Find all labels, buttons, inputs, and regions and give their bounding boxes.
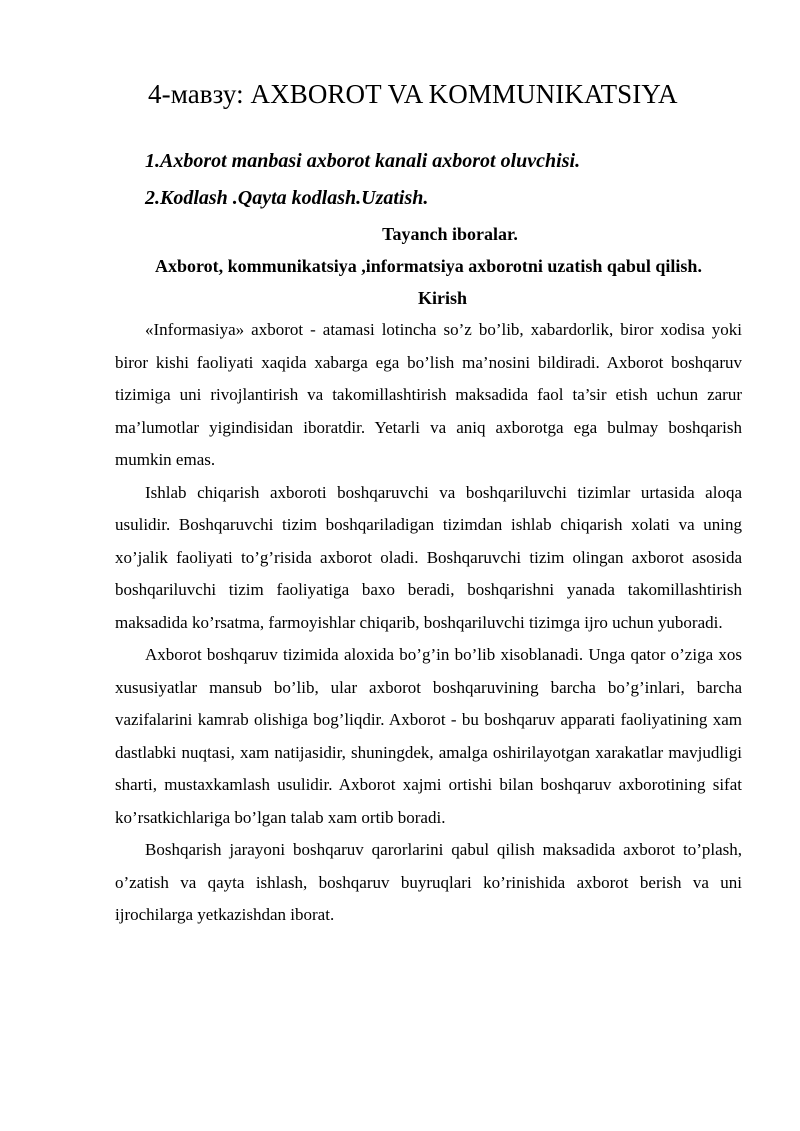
keywords-heading: Tayanch iboralar. — [382, 224, 518, 244]
paragraph-4: Boshqarish jarayoni boshqaruv qarorlarini qabul qilish maksadida axborot to’plash, o’zatish va qayta ishlash, boshqaruv buyruqlari ko’rinishida axborot berish va uni ijrochilarga yetkazishdan iborat. — [115, 840, 742, 924]
keywords-text: Axborot, kommunikatsiya ,informatsiya axborotni uzatish qabul qilish. — [155, 256, 702, 276]
intro-heading: Kirish — [417, 288, 467, 308]
outline-item-2: 2.Kodlash .Qayta kodlash.Uzatish. — [145, 187, 429, 209]
paragraph-3: Axborot boshqaruv tizimida aloxida bo’g’in bo’lib xisoblanadi. Unga qator o’ziga xos xususiyatlar mansub bo’lib, ular axborot boshqaruvining barcha bo’g’inlari, barcha vazifalarini kamrab olishiga bog’liqdir. Axborot - bu boshqaruv apparati faoliyatining xam dastlabki nuqtasi, xam natijasidir, shuningdek, amalga oshirilayotgan xarakatlar mavjudligi sharti, mustaxkamlash usulidir. Axborot xajmi ortishi bilan boshqaruv axborotining sifat ko’rsatkichlariga bo’lgan talab xam ortib boradi. — [115, 645, 742, 827]
outline-item-1: 1.Axborot manbasi axborot kanali axborot oluvchisi. — [145, 150, 581, 172]
paragraph-2: Ishlab chiqarish axboroti boshqaruvchi va boshqariluvchi tizimlar urtasida aloqa usulidir. Boshqaruvchi tizim boshqariladigan tizimdan ishlab chiqarish xolati va uning xo’jalik faoliyati to’g’risida axborot oladi. Boshqaruvchi tizim olingan axborot asosida boshqariluvchi tizim faoliyatiga baxo beradi, boshqarishni yanada takomillashtirish maksadida ko’rsatma, farmoyishlar chiqarib, boshqariluvchi tizimga ijro uchun yuboradi. — [115, 482, 742, 632]
body-text — [115, 314, 742, 932]
page-title: 4-мавзу: AXBOROT VA KOMMUNIKATSIYA — [148, 79, 678, 109]
paragraph-1: «Informasiya» axborot - atamasi lotincha so’z bo’lib, xabardorlik, biror xodisa yoki biror kishi faoliyati xaqida xabarga ega bo’lish ma’nosini bildiradi. Axborot boshqaruv tizimiga uni rivojlantirish va takomillashtirish maksadida faol ta’sir etish uchun zarur ma’lumotlar yigindisidan iboratdir. Yetarli va aniq axborotga ega bulmay boshqarish mumkin emas. — [115, 320, 742, 469]
